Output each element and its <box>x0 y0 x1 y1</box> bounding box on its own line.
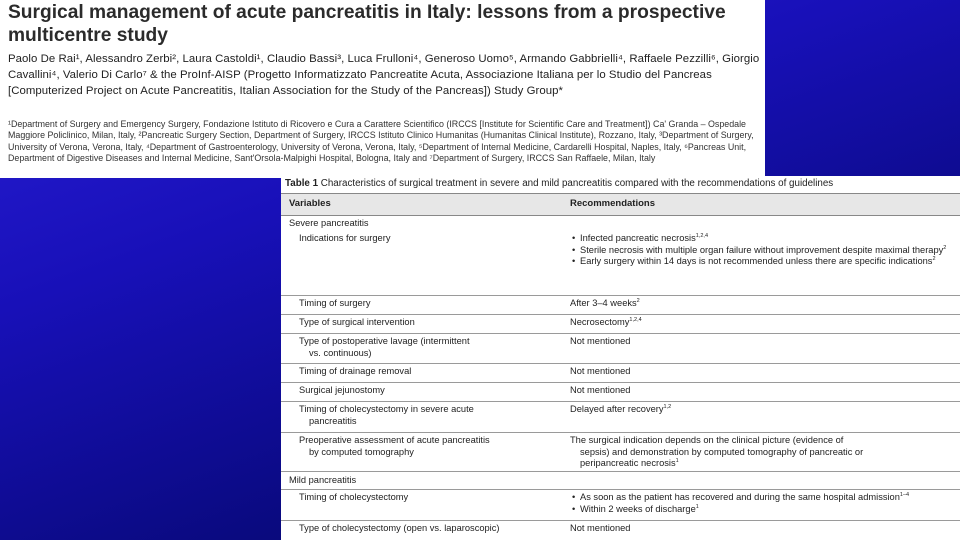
article-header <box>0 0 765 178</box>
table-row <box>281 383 960 402</box>
variable-cell: Surgical jejunostomy <box>299 385 385 395</box>
recommendation-cell: Not mentioned <box>570 523 631 533</box>
section-row-severe <box>281 215 960 231</box>
table-row <box>281 521 960 539</box>
bullet-item: • Infected pancreatic necrosis$^{1,2,4}$ <box>570 233 956 245</box>
table-1 <box>281 176 960 540</box>
table-caption <box>285 177 959 191</box>
author-list: Paolo De Rai¹, Alessandro Zerbi², Laura Castoldi¹, Claudio Bassi³, Luca Frulloni⁴, Generoso Uomo⁵, Armando Gabbrielli⁴, Raffaele Pezzilli⁶, Giorgio Cavallini⁴, Valerio Di Carlo⁷ & the ProInf-AISP (Progetto Informatizzato Pancreatite Acuta, Associazione Italiana per lo Studio del Pancreas [Computerized Project on Acute Pancreatitis, Italian Association for the Study of the Pancreas]) Study Group* <box>8 53 760 97</box>
bullet-item: • Sterile necrosis with multiple organ failure without improvement despite maximal therapy$^2$ <box>570 245 956 257</box>
table-row <box>281 296 960 315</box>
variable-cell: Timing of cholecystectomy in severe acute pancreatitis <box>299 404 474 426</box>
variable-cell: Type of surgical intervention <box>299 317 415 327</box>
recommendation-cell: Not mentioned <box>570 385 631 395</box>
variable-cell: Timing of cholecystectomy <box>299 492 409 502</box>
table-caption-text: Characteristics of surgical treatment in severe and mild pancreatitis compared with the recommendations of guidelines <box>320 178 834 189</box>
variable-cell: Type of postoperative lavage (intermittent vs. continuous) <box>299 336 470 358</box>
recommendation-cell <box>570 233 956 268</box>
bullet-item: • As soon as the patient has recovered and during the same hospital admission$^{1-4}$ <box>570 492 956 504</box>
recommendation-cell: The surgical indication depends on the clinical picture (evidence of sepsis) and demonstration by computed tomography of pancreatic or peripancreatic necrosis$^1$ <box>570 435 864 468</box>
column-header-variables: Variables <box>289 198 331 209</box>
section-heading-mild: Mild pancreatitis <box>289 475 357 485</box>
variable-cell: Preoperative assessment of acute pancreatitis by computed tomography <box>299 435 490 457</box>
table-row <box>281 334 960 364</box>
table-caption-label: Table 1 <box>285 178 319 189</box>
section-heading-severe: Severe pancreatitis <box>289 218 369 228</box>
recommendation-cell: Not mentioned <box>570 366 631 376</box>
table-header-row <box>281 193 960 216</box>
recommendation-cell: Not mentioned <box>570 336 631 346</box>
recommendation-cell: Necrosectomy$^{1,2,4}$ <box>570 317 642 327</box>
table-row <box>281 231 960 296</box>
table-row <box>281 490 960 521</box>
bullet-item: • Within 2 weeks of discharge$^1$ <box>570 504 956 516</box>
recommendation-cell <box>570 492 956 515</box>
table-row <box>281 315 960 334</box>
table-row <box>281 364 960 383</box>
column-header-recommendations: Recommendations <box>570 198 655 209</box>
recommendation-cell: After 3–4 weeks$^2$ <box>570 298 640 308</box>
variable-cell: Type of cholecystectomy (open vs. laparoscopic) <box>299 523 500 533</box>
section-row-mild <box>281 472 960 490</box>
bullet-item: • Early surgery within 14 days is not recommended unless there are specific indications$^2$ <box>570 256 956 268</box>
variable-cell: Timing of surgery <box>299 298 371 308</box>
recommendation-cell: Delayed after recovery$^{1,2}$ <box>570 404 672 414</box>
variable-cell: Timing of drainage removal <box>299 366 412 376</box>
variable-cell: Indications for surgery <box>299 233 391 243</box>
affiliations: ¹Department of Surgery and Emergency Surgery, Fondazione Istituto di Ricovero e Cura a Carattere Scientifico (IRCCS [Institute for Scientific Care and Treatment]) Ca' Granda – Ospedale Maggiore Policlinico, Milan, Italy, ²Pancreatic Surgery Section, Department of Surgery, IRCCS Istituto Clinico Humanitas (Humanitas Clinical Institute), Rozzano, Italy, ³Department of Surgery, University of Verona, Verona, Italy, ⁴Department of Gastroenterology, University of Verona, Verona, Italy, ⁵Department of Internal Medicine, Cardarelli Hospital, Naples, Italy, ⁶Pancreas Unit, Department of Digestive Diseases and Internal Medicine, Sant'Orsola-Malpighi Hospital, Bologna, Italy and ⁷Department of Surgery, IRCCS San Raffaele, Milan, Italy <box>8 119 754 164</box>
paper-title: Surgical management of acute pancreatitis in Italy: lessons from a prospective multicentre study <box>8 2 726 46</box>
table-row <box>281 402 960 433</box>
table-row <box>281 433 960 472</box>
